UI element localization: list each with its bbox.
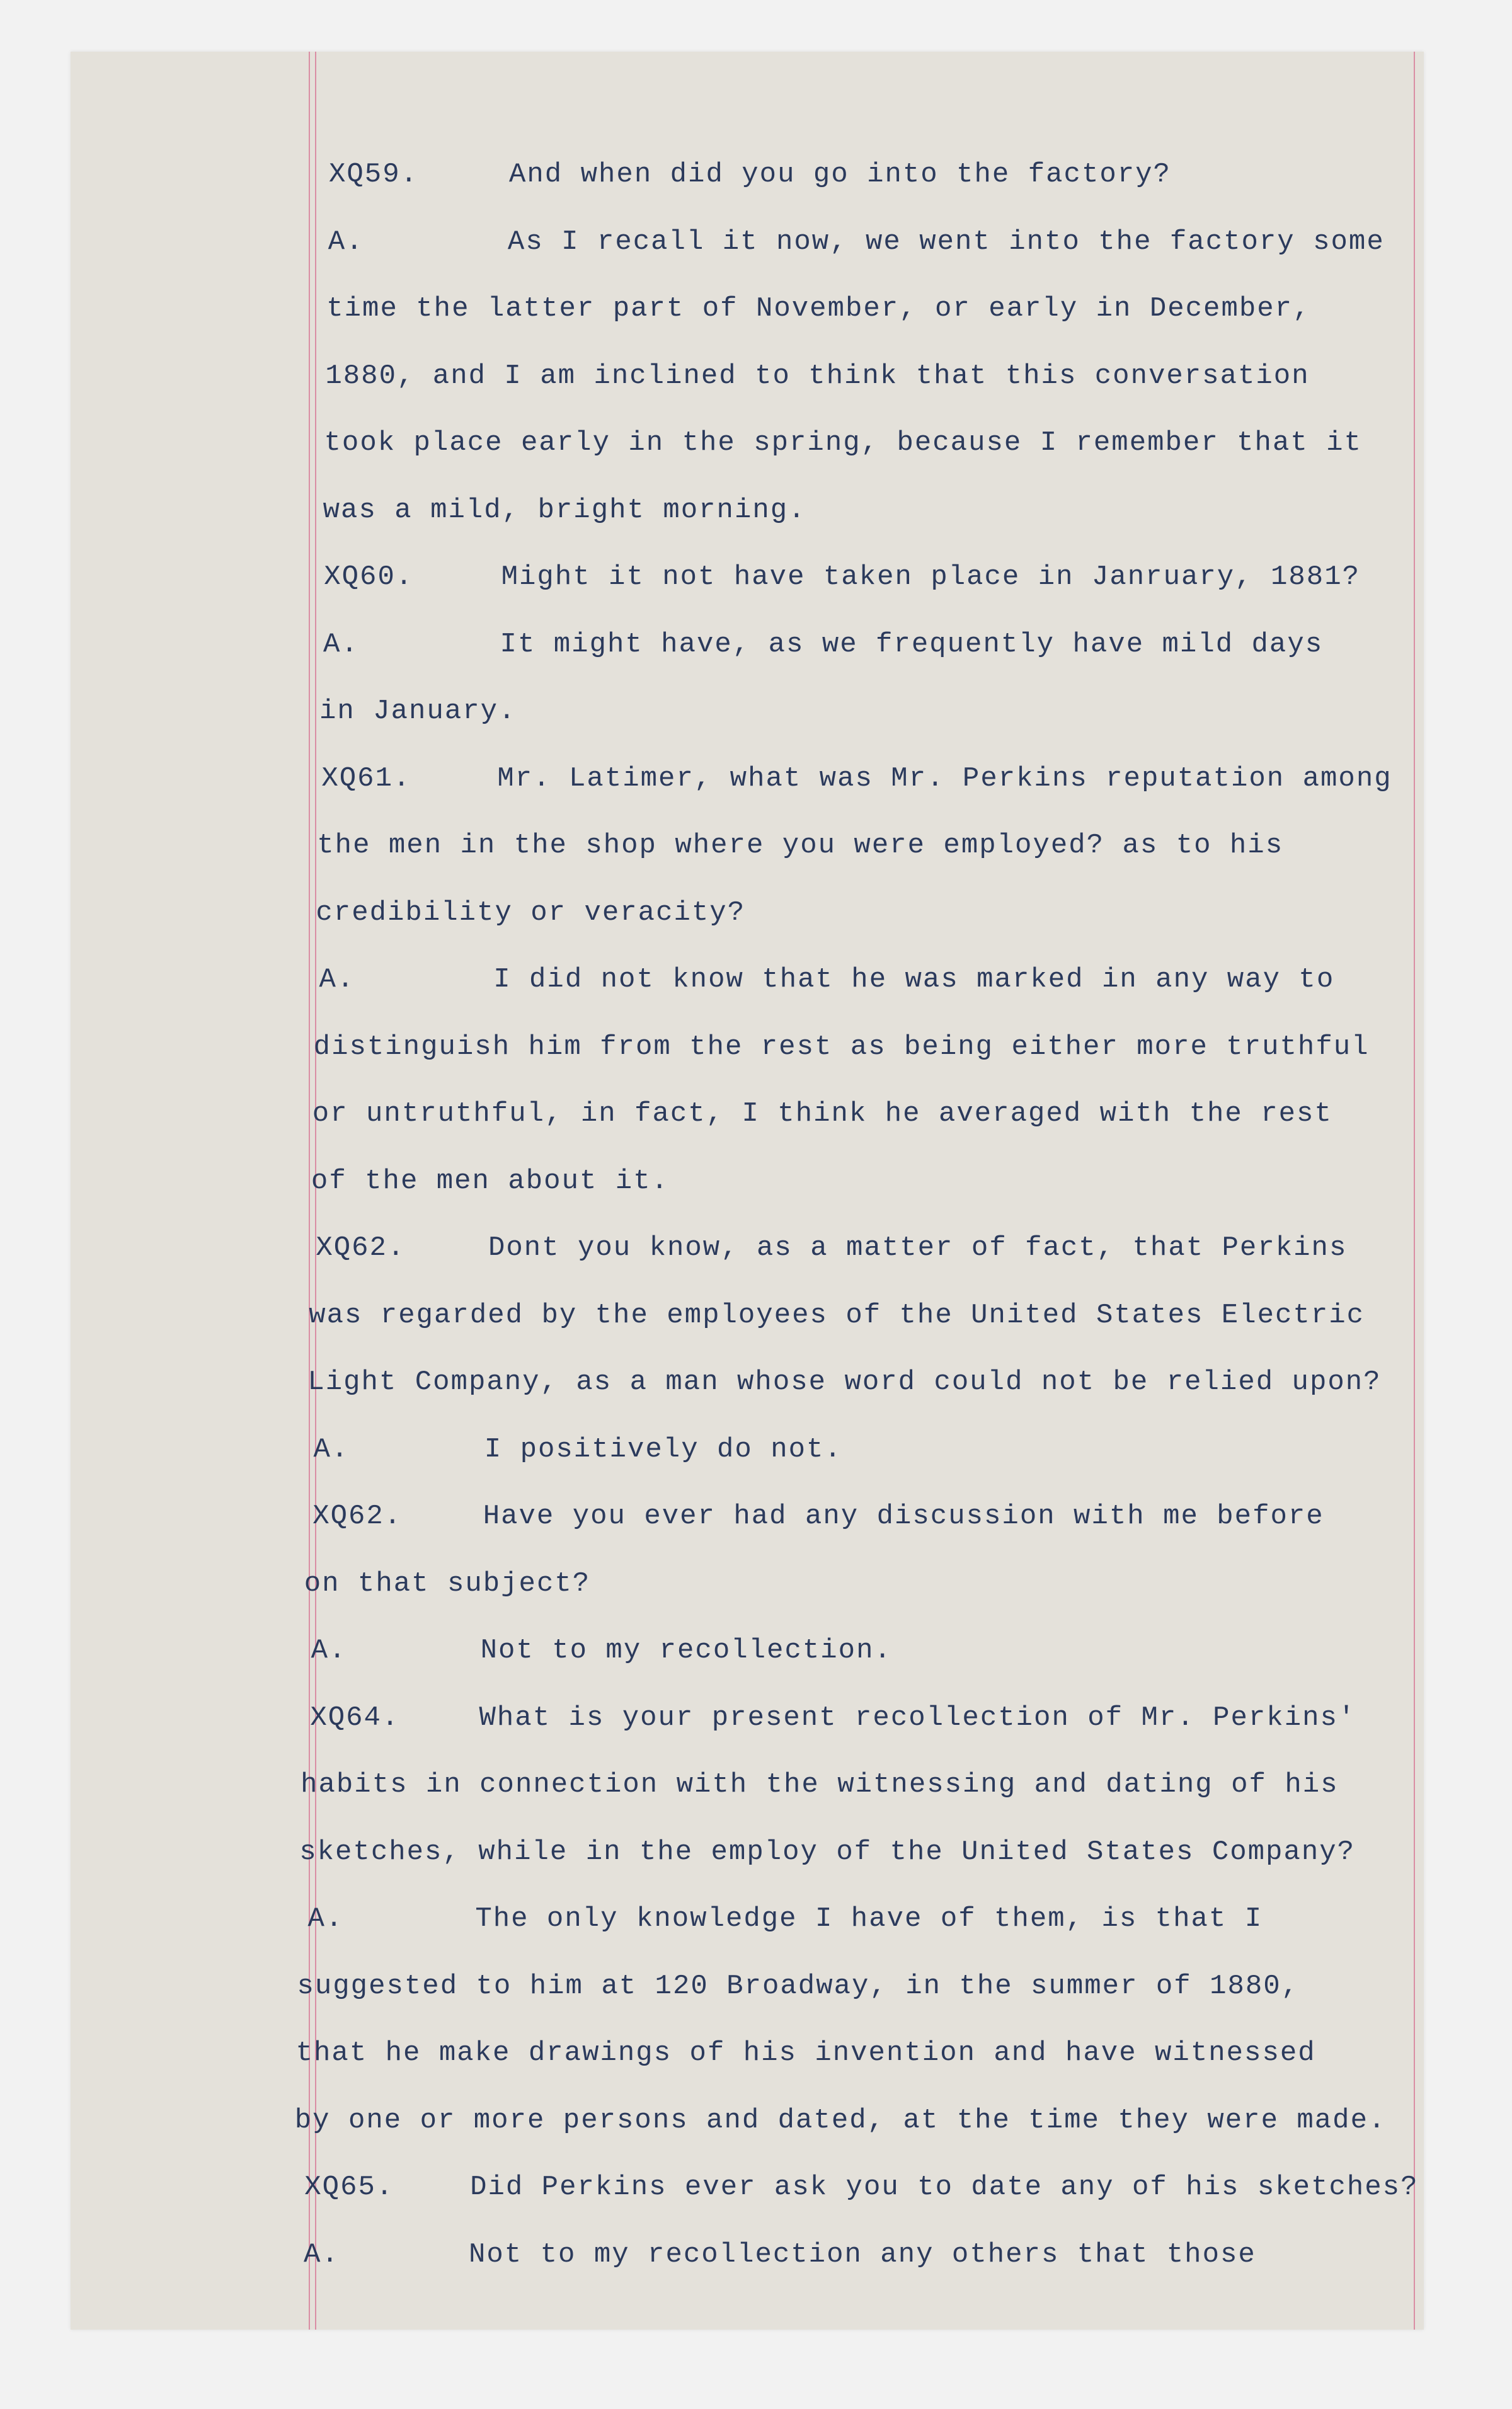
line-label: A. [313, 1433, 350, 1465]
line-text: was a mild, bright morning. [323, 494, 806, 526]
line-label: XQ64. [310, 1702, 400, 1734]
line-label: XQ62. [312, 1501, 403, 1532]
line-text: the men in the shop where you were employed? as to his [317, 830, 1284, 861]
line-label: XQ59. [329, 159, 419, 190]
line-text: took place early in the spring, because I remember that it [324, 427, 1362, 459]
line-text: And when did you go into the factory? [509, 159, 1171, 190]
line-text: I did not know that he was marked in any way to [493, 964, 1335, 995]
line-label: XQ62. [316, 1232, 406, 1264]
line-text: Might it not have taken place in Janruary, 1881? [501, 561, 1361, 593]
line-text: time the latter part of November, or early in December, [326, 293, 1311, 324]
line-text: The only knowledge I have of them, is that I [475, 1903, 1263, 1935]
line-label: A. [323, 628, 359, 660]
line-label: A. [304, 2238, 340, 2270]
line-text: Dont you know, as a matter of fact, that Perkins [488, 1232, 1348, 1264]
line-text: It might have, as we frequently have mild days [500, 628, 1324, 660]
line-text: Mr. Latimer, what was Mr. Perkins reputation among [497, 762, 1392, 794]
line-label: XQ60. [324, 561, 414, 593]
line-text: that he make drawings of his invention and have witnessed [295, 2037, 1316, 2069]
line-label: XQ65. [304, 2172, 394, 2203]
line-text: 1880, and I am inclined to think that this conversation [325, 360, 1310, 392]
line-text: habits in connection with the witnessing and dating of his [301, 1769, 1339, 1800]
line-label: A. [328, 226, 364, 258]
line-text: or untruthful, in fact, I think he averaged with the rest [312, 1098, 1332, 1130]
line-label: A. [311, 1635, 347, 1666]
line-text: Light Company, as a man whose word could not be relied upon? [307, 1366, 1382, 1398]
line-text: suggested to him at 120 Broadway, in the summer of 1880, [297, 1970, 1300, 2002]
line-text: credibility or veracity? [316, 896, 746, 929]
line-text: Have you ever had any discussion with me before [483, 1501, 1324, 1532]
line-text: Not to my recollection any others that those [469, 2238, 1256, 2270]
line-text: was regarded by the employees of the United States Electric [309, 1299, 1365, 1331]
line-text: distinguish him from the rest as being either more truthful [313, 1031, 1370, 1063]
line-text: As I recall it now, we went into the factory some [507, 226, 1385, 258]
line-label: A. [307, 1903, 344, 1935]
line-text: What is your present recollection of Mr. Perkins' [479, 1702, 1356, 1734]
line-text: Did Perkins ever ask you to date any of his sketches? [470, 2172, 1419, 2203]
line-text: Not to my recollection. [480, 1635, 892, 1666]
line-label: XQ61. [321, 762, 411, 794]
line-text: sketches, while in the employ of the United States Company? [299, 1836, 1356, 1868]
line-text: by one or more persons and dated, at the time they were made. [294, 2104, 1387, 2136]
right-margin-rule [1414, 52, 1415, 2330]
typed-page [71, 52, 1424, 2330]
line-text: on that subject? [304, 1567, 591, 1599]
line-text: of the men about it. [311, 1165, 670, 1197]
line-label: A. [319, 964, 355, 995]
line-text: I positively do not. [484, 1433, 842, 1465]
line-text: in January. [319, 695, 517, 727]
